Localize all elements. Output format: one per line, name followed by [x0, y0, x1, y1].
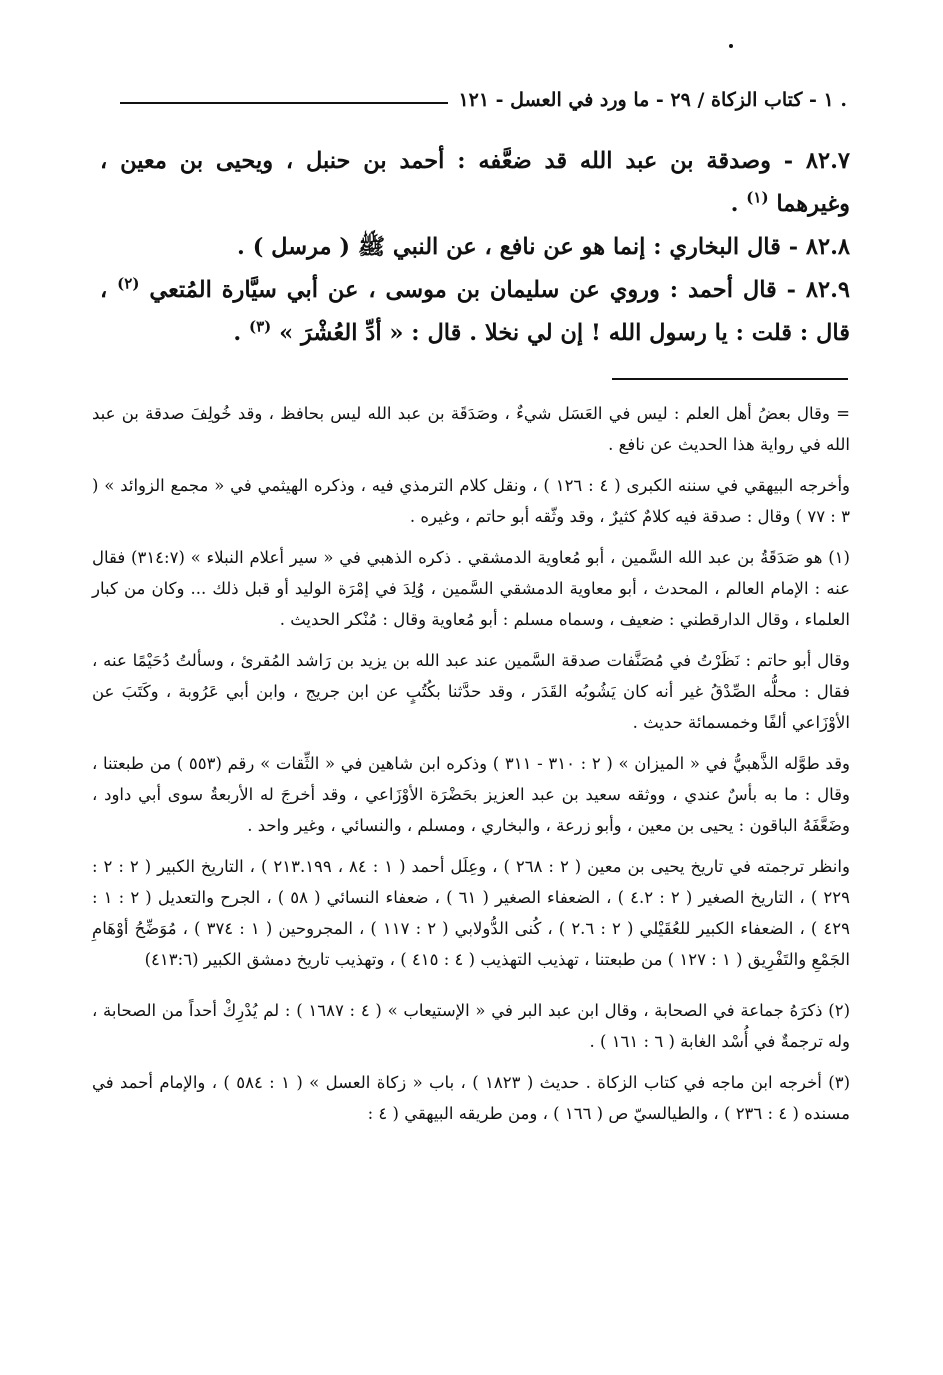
main-text [100, 140, 850, 355]
entry-text: ٨٢.٩ - قال أحمد : وروي عن سليمان بن موسى ، عن أبي سيَّارة المُتعي [149, 277, 850, 303]
running-header [120, 86, 847, 114]
entry-82-8 [100, 226, 850, 269]
entry-82-9 [100, 269, 850, 355]
footnote-2: (٢) ذكرَهُ جماعة في الصحابة ، وقال ابن عبد البر في « الإستيعاب » ( ٤ : ١٦٨٧ ) : لم يُدْرِكْ أحداً من الصحابة ، وله ترجمةٌ في أُسْد الغابة ( ٦ : ١٦١ ) . [92, 1001, 850, 1051]
footnote-continuation: = وقال بعضُ أهل العلم : ليس في العَسَل شيءٌ ، وصَدَقَة بن عبد الله ليس بحافظ ، وقد خُولِفَ صدقة بن عبد الله في رواية هذا الحديث عن نافع . [92, 404, 850, 454]
entry-text: ٨٢.٧ - وصدقة بن عبد الله قد ضعَّفه : أحمد بن حنبل ، ويحيى بن معين ، وغيرهما [100, 148, 850, 217]
header-text: . ١ - كتاب الزكاة / ٢٩ - ما ورد في العسل - ١٢١ [458, 89, 847, 111]
footnote-ref[interactable]: (١) [746, 188, 769, 207]
footnote-paragraph: وقد طوَّله الذَّهبيُّ في « الميزان » ( ٢ : ٣١٠ - ٣١١ ) وذكره ابن شاهين في « الثِّقات » رقم (٥٥٣ ) من طبعتنا ، وقال : ما به بأسٌ عندي ، ووثقه سعيد بن عبد العزيز بحَضْرَة الأوْزَاعي ، وقد أخرجَ له الأربعةُ سوى أبي داود ، وضَعَّفَهُ الباقون : يحيى بن معين ، وأبو زرعة ، والبخاري ، ومسلم ، والنسائي ، وغير واحد . [92, 754, 850, 835]
footnote-ref[interactable]: (٢) [117, 274, 140, 293]
ink-speck [729, 44, 733, 48]
entry-tail: . [730, 191, 739, 217]
footnote-1: (١) هو صَدَقَةُ بن عبد الله السَّمين ، أبو مُعاوية الدمشقي . ذكره الذهبي في « سير أعلام النبلاء » (٣١٤:٧) فقال عنه : الإمام العالم ، المحدث ، أبو معاوية الدمشقي السَّمين ، وُلِدَ في إمْرَة الوليد أو قبل ذلك ... وكان من كبار العلماء ، وقال الدارقطني : ضعيف ، وسماه مسلم : أبو مُعاوية وقال : مُنْكر الحديث . [92, 548, 850, 629]
header-rule [120, 102, 448, 104]
entry-tail: . [233, 320, 242, 346]
footnote-paragraph: وانظر ترجمته في تاريخ يحيى بن معين ( ٢ : ٢٦٨ ) ، وعِلَل أحمد ( ١ : ٨٤ ، ٢١٣.١٩٩ ) ، التاريخ الكبير ( ٢ : ٢ : ٢٢٩ ) ، التاريخ الصغير ( ٢ : ٤.٢ ) ، الضعفاء الصغير ( ٦١ ) ، ضعفاء النسائي ( ٥٨ ) ، الجرح والتعديل ( ٢ : ١ : ٤٢٩ ) ، الضعفاء الكبير للعُقَيْلي ( ٢ : ٢.٦ ) ، كُنى الدُّولابي ( ٢ : ١١٧ ) ، المجروحين ( ١ : ٣٧٤ ) ، مُوَضِّحُ أوْهَامِ الجَمْعِ والتَفْرِيق ( ١ : ١٢٧ ) من طبعتنا ، تهذيب التهذيب ( ٤ : ٤١٥ ) ، وتهذيب تاريخ دمشق الكبير (٤١٣:٦) [92, 857, 850, 969]
entry-82-7 [100, 140, 850, 226]
footnote-ref[interactable]: (٣) [249, 317, 272, 336]
entry-text: ٨٢.٨ - قال البخاري : إنما هو عن نافع ، عن النبي ﷺ ( مرسل ) . [237, 234, 850, 260]
footnote-paragraph: وقال أبو حاتم : نَظَرْتُ في مُصَنَّفات صدقة السَّمين عند عبد الله بن يزيد بن رَاشد المُقرئ ، وسألتُ دُحَيْمًا عنه ، فقال : محلُّه الصِّدْقُ غير أنه كان يَشُوبُه القَدَر ، وقد حدَّثنا بكُتُبٍ عن ابن جريج ، وابن أبي عَرُوبة ، وكَتَبَ عن الأوْزَاعي ألفًا وخمسمائة حديث . [92, 651, 850, 732]
footnote-paragraph: وأخرجه البيهقي في سننه الكبرى ( ٤ : ١٢٦ ) ، ونقل كلام الترمذي فيه ، وذكره الهيثمي في « مجمع الزوائد » ( ٣ : ٧٧ ) وقال : صدقة فيه كلامٌ كثيرٌ ، وقد وثّقه أبو حاتم ، وغيره . [92, 476, 851, 526]
entry-tail: ، قال : قلت : يا رسول الله ! إن لي نخلا . قال : « أدِّ العُشْرَ » [100, 277, 850, 346]
footnote-separator [612, 378, 848, 380]
footnotes [92, 398, 850, 1139]
footnote-3: (٣) أخرجه ابن ماجه في كتاب الزكاة . حديث ( ١٨٢٣ ) ، باب « زكاة العسل » ( ١ : ٥٨٤ ) ، والإمام أحمد في مسنده ( ٤ : ٢٣٦ ) ، والطيالسيّ ص ( ١٦٦ ) ، ومن طريقه البيهقي ( ٤ : [92, 1073, 850, 1123]
